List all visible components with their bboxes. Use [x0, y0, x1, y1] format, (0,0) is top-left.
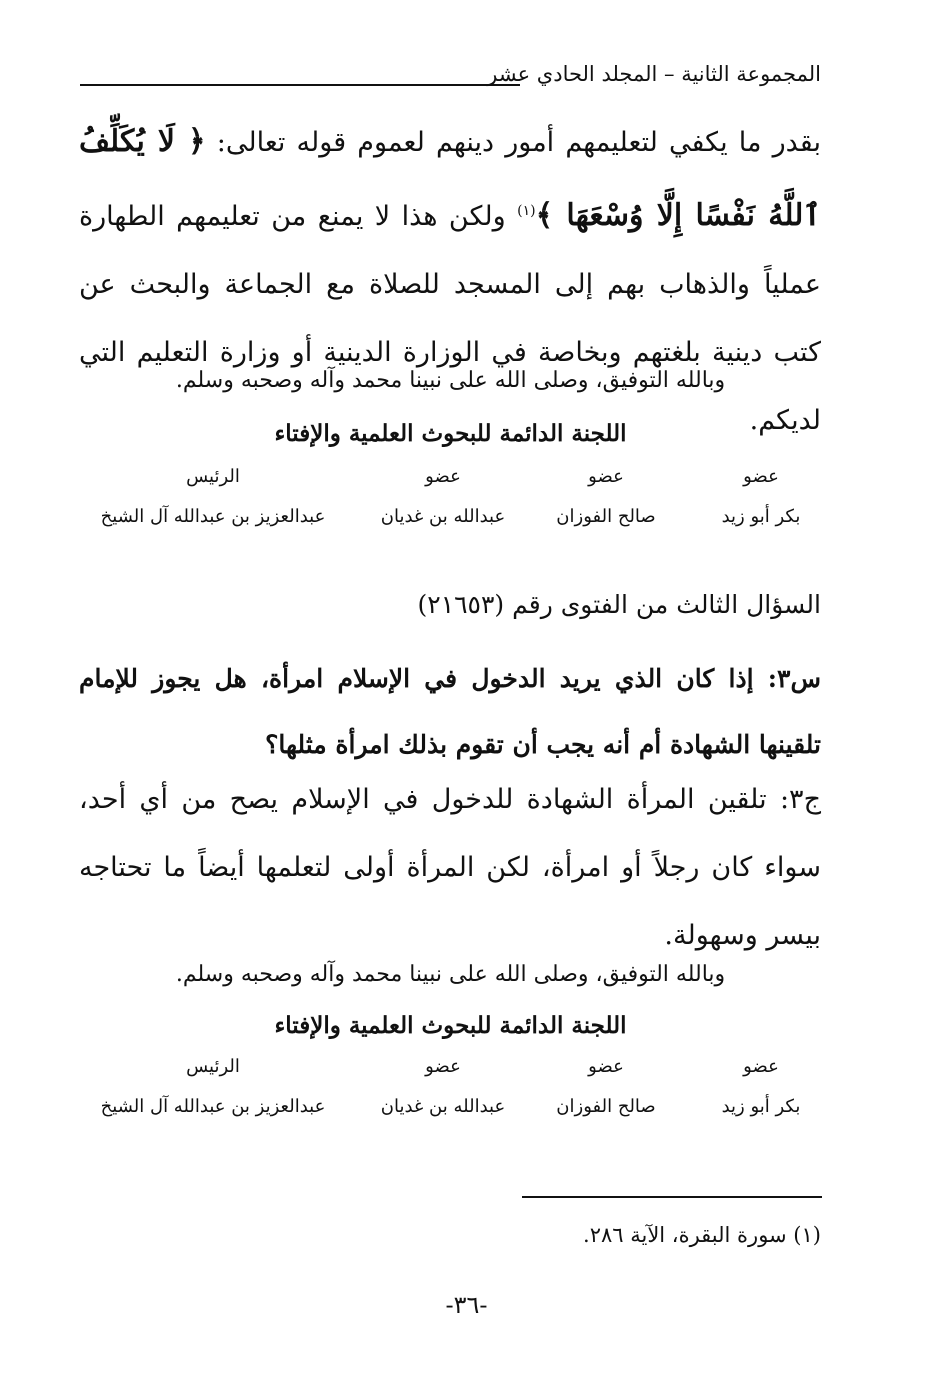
fatwa-section-label: السؤال الثالث من الفتوى رقم (٢١٦٥٣): [417, 590, 821, 619]
page-number: -٣٦-: [445, 1291, 488, 1319]
answer-paragraph-1: [79, 108, 821, 455]
signatory-name: بكر أبو زيد: [721, 506, 801, 527]
signatory-1: [701, 466, 821, 527]
signatory-1: [701, 1056, 821, 1117]
signatory-4: [79, 1056, 347, 1117]
signatory-2: [546, 466, 666, 527]
answer-text-start: بقدر ما يكفي لتعليمهم أمور دينهم لعموم قوله تعالى:: [205, 127, 821, 158]
signatory-role: عضو: [588, 1056, 624, 1077]
signatory-role: عضو: [743, 1056, 779, 1077]
footnote-rule: [522, 1196, 822, 1198]
answer-paragraph-2: ج٣: تلقين المرأة الشهادة للدخول في الإسلام يصح من أي أحد، سواء كان رجلاً أو امرأة، لكن المرأة أولى لتعلمها أيضاً ما تحتاجه بيسر وسهولة.: [79, 784, 821, 951]
signatory-4: [79, 466, 347, 527]
signature-block-1: [79, 466, 821, 526]
signatory-name: عبدالله بن غديان: [380, 506, 506, 527]
committee-title-2: اللجنة الدائمة للبحوث العلمية والإفتاء: [274, 1012, 627, 1039]
header-rule: [80, 84, 520, 86]
signatory-name: عبدالله بن غديان: [380, 1096, 506, 1117]
signatory-role: الرئيس: [186, 1056, 240, 1077]
signatory-name: عبدالعزيز بن عبدالله آل الشيخ: [100, 1096, 326, 1117]
signatory-name: صالح الفوزان: [556, 506, 656, 527]
signatory-role: الرئيس: [186, 466, 240, 487]
signatory-2: [546, 1056, 666, 1117]
question-text: س٣: إذا كان الذي يريد الدخول في الإسلام امرأة، هل يجوز للإمام تلقينها الشهادة أم أنه يجب أن تقوم بذلك امرأة مثلها؟: [79, 664, 821, 759]
signatory-role: عضو: [425, 466, 461, 487]
signatory-name: بكر أبو زيد: [721, 1096, 801, 1117]
signatory-name: صالح الفوزان: [556, 1096, 656, 1117]
signatory-3: [373, 466, 513, 527]
signatory-role: عضو: [743, 466, 779, 487]
answer-text-end: ولكن هذا لا يمنع من تعليمهم الطهارة عملياً والذهاب بهم إلى المسجد للصلاة مع الجماعة والبحث عن كتب دينية بلغتهم وبخاصة في الوزارة الدينية أو وزارة التعليم التي لديكم.: [79, 201, 821, 436]
signature-block-2: [79, 1056, 821, 1116]
quran-verse: ﴿ لَا يُكَلِّفُ ٱللَّهُ نَفْسًا إِلَّا وُسْعَهَا ﴾: [79, 124, 821, 233]
running-header: المجموعة الثانية – المجلد الحادي عشر: [487, 62, 821, 86]
signatory-role: عضو: [425, 1056, 461, 1077]
closing-line-1: وبالله التوفيق، وصلى الله على نبينا محمد وآله وصحبه وسلم.: [175, 368, 726, 393]
signatory-role: عضو: [588, 466, 624, 487]
committee-title-1: اللجنة الدائمة للبحوث العلمية والإفتاء: [274, 420, 627, 447]
closing-line-2: وبالله التوفيق، وصلى الله على نبينا محمد وآله وصحبه وسلم.: [175, 962, 726, 987]
footnote-marker: (١): [517, 203, 536, 219]
signatory-3: [373, 1056, 513, 1117]
footnote: (١) سورة البقرة، الآية ٢٨٦.: [583, 1223, 821, 1247]
signatory-name: عبدالعزيز بن عبدالله آل الشيخ: [100, 506, 326, 527]
